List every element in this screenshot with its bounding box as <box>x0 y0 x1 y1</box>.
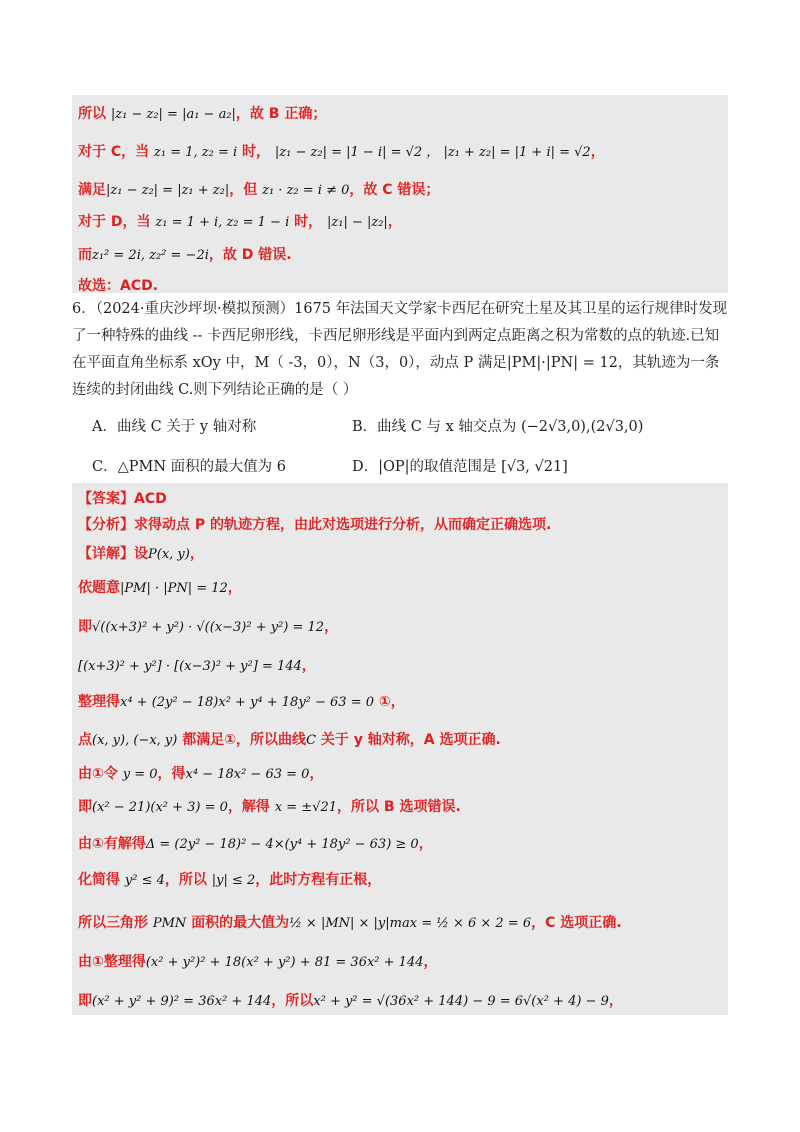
solution-line: 对于 C，当 z₁ = 1, z₂ = i 时， |z₁ − z₂| = |1 − i| = √2 ， |z₁ + z₂| = |1 + i| = √2， <box>78 144 605 160</box>
solution-line: 即(x² + y² + 9)² = 36x² + 144，所以x² + y² = √(36x² + 144) − 9 = 6√(x² + 4) − 9， <box>78 993 623 1009</box>
solution-line: 满足|z₁ − z₂| = |z₁ + z₂|，但 z₁ · z₂ = i ≠ 0，故 C 错误； <box>78 182 440 198</box>
solution-line: 由①有解得Δ = (2y² − 18)² − 4×(y⁴ + 18y² − 63) ≥ 0， <box>78 836 433 852</box>
question-text: 6．（2024·重庆沙坪坝·模拟预测）1675 年法国天文学家卡西尼在研究土星及其卫星的运行规律时发现了一种特殊的曲线 -- 卡西尼卵形线，卡西尼卵形线是平面内到两定点距离之积为常数的点的轨迹.已知在平面直角坐标系 xOy 中，M（ -3，0），N（3，0），动点 P 满足|PM|·|PN| = 12，其轨迹为一条连续的封闭曲线 C.则下列结论正确的是（ ） <box>72 301 728 398</box>
answer-line: 【答案】ACD <box>78 491 167 507</box>
solution-line: 由①令 y = 0，得x⁴ − 18x² − 63 = 0， <box>78 766 324 782</box>
solution-line: 故选：ACD. <box>78 278 159 294</box>
solution-line: 【详解】设P(x, y)， <box>78 546 204 562</box>
solution-line: 所以 |z₁ − z₂| = |a₁ − a₂|，故 B 正确； <box>78 106 327 122</box>
solution-line: 对于 D，当 z₁ = 1 + i, z₂ = 1 − i 时， |z₁| − |z₂|， <box>78 214 402 230</box>
solution-line: 由①整理得(x² + y²)² + 18(x² + y²) + 81 = 36x² + 144， <box>78 954 438 970</box>
analysis-line: 【分析】求得动点 P 的轨迹方程，由此对选项进行分析，从而确定正确选项. <box>78 517 552 533</box>
solution-line: 整理得x⁴ + (2y² − 18)x² + y⁴ + 18y² − 63 = 0 ①， <box>78 694 405 710</box>
option-c: C．△PMN 面积的最大值为 6 <box>92 459 286 475</box>
option-d: D．|OP|的取值范围是 [√3, √21] <box>352 459 568 475</box>
solution-line: 依题意|PM| · |PN| = 12， <box>78 580 242 596</box>
solution-line: 所以三角形 PMN 面积的最大值为½ × |MN| × |y|max = ½ × 6 × 2 = 6，C 选项正确. <box>78 915 622 931</box>
solution-line: [(x+3)² + y²] · [(x−3)² + y²] = 144， <box>78 658 316 674</box>
option-b: B．曲线 C 与 x 轴交点为 (−2√3,0),(2√3,0) <box>352 419 644 435</box>
solution-line: 即(x² − 21)(x² + 3) = 0，解得 x = ±√21，所以 B 选项错误. <box>78 799 461 815</box>
option-a: A．曲线 C 关于 y 轴对称 <box>92 419 257 435</box>
solution-line: 而z₁² = 2i, z₂² = −2i，故 D 错误. <box>78 247 292 263</box>
solution-line: 化简得 y² ≤ 4，所以 |y| ≤ 2，此时方程有正根， <box>78 872 382 888</box>
solution-line: 即√((x+3)² + y²) · √((x−3)² + y²) = 12， <box>78 619 339 635</box>
solution-line: 点(x, y), (−x, y) 都满足①，所以曲线C 关于 y 轴对称，A 选项正确. <box>78 732 501 748</box>
